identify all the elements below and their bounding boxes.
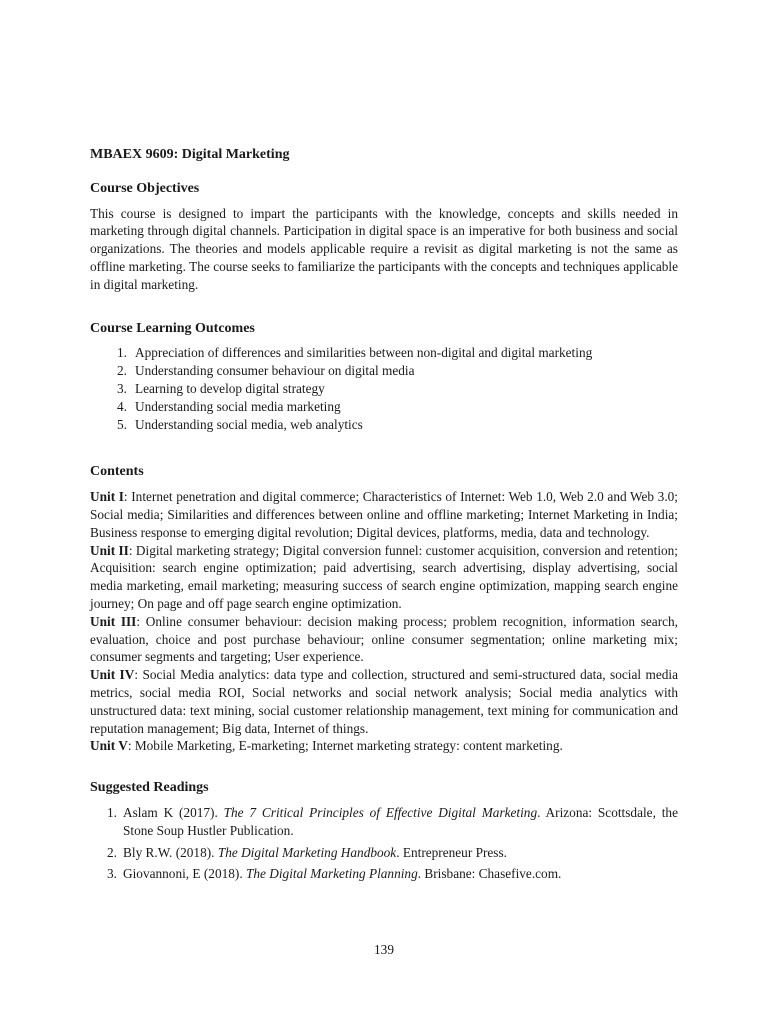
- unit-text: : Internet penetration and digital commerce; Characteristics of Internet: Web 1.0, Web 2.0 and Web 3.0; Social media; Similarities and differences between online and offline marketing; Internet Marketing in India; Business response to emerging digital revolution; Digital devices, platforms, media, data and technology.: [90, 489, 678, 540]
- outcome-text: Understanding consumer behaviour on digital media: [135, 363, 415, 379]
- contents-heading: Contents: [90, 464, 144, 480]
- outcome-number: 3.: [117, 380, 127, 396]
- objectives-heading: Course Objectives: [90, 180, 200, 196]
- outcome-item: [90, 380, 678, 398]
- unit-label: Unit V: [90, 738, 128, 754]
- reading-title: The Digital Marketing Planning: [245, 866, 418, 882]
- reading-item: [90, 865, 678, 883]
- outcome-number: 5.: [117, 416, 127, 432]
- unit-text: : Social Media analytics: data type and collection, structured and semi-structured data, social media metrics, social media ROI, Social networks and social network analysis; Social media analytics with unstructured data: text mining, social customer relationship management, text mining for communication and reputation management; Big data, Internet of things.: [90, 667, 678, 736]
- reading-publisher: . Arizona: Scottsdale, the Stone Soup Hustler Publication.: [123, 804, 678, 838]
- reading-author-year: Aslam K (2017).: [123, 804, 224, 820]
- reading-number: 3.: [107, 866, 117, 882]
- outcome-text: Learning to develop digital strategy: [135, 380, 325, 396]
- reading-number: 2.: [107, 844, 117, 860]
- reading-citation: [123, 844, 678, 862]
- unit-paragraph: [90, 542, 678, 613]
- reading-publisher: . Entrepreneur Press.: [396, 844, 507, 860]
- unit-paragraph: [90, 488, 678, 541]
- outcome-number: 4.: [117, 398, 127, 414]
- unit-text: : Online consumer behaviour: decision making process; problem recognition, information search, evaluation, choice and post purchase behaviour; online consumer segmentation; online marketing mix; consumer segments and targeting; User experience.: [90, 613, 679, 665]
- page-number: 139: [374, 942, 394, 957]
- objectives-paragraph: This course is designed to impart the participants with the knowledge, concepts and skills needed in marketing through digital channels. Participation in digital space is an imperative for both business and social organizations. The theories and models applicable require a revisit as digital marketing is not the same as offline marketing. The course seeks to familiarize the participants with the concepts and techniques applicable in digital marketing.: [90, 205, 678, 292]
- unit-label: Unit IV: [90, 667, 135, 683]
- outcomes-list: [90, 344, 678, 433]
- unit-paragraph: [90, 613, 678, 666]
- unit-paragraph: [90, 737, 678, 755]
- readings-heading: Suggested Readings: [90, 780, 209, 796]
- reading-citation: [123, 865, 678, 883]
- outcome-item: [90, 398, 678, 416]
- unit-text: : Digital marketing strategy; Digital conversion funnel: customer acquisition, conversion and retention; Acquisition: search engine optimization; paid advertising, search advertising, display advertising, social media marketing, email marketing; measuring success of search engine optimization, mapping search engine journey; On page and off page search engine optimization.: [90, 542, 679, 611]
- unit-label: Unit III: [90, 613, 137, 629]
- unit-paragraph: [90, 666, 678, 737]
- outcome-text: Appreciation of differences and similarities between non-digital and digital marketing: [135, 345, 593, 361]
- outcome-text: Understanding social media, web analytics: [135, 416, 363, 432]
- outcome-item: [90, 416, 678, 434]
- outcome-number: 2.: [117, 363, 127, 379]
- document-page: [90, 146, 678, 887]
- unit-label: Unit II: [90, 542, 129, 558]
- reading-publisher: . Brisbane: Chasefive.com.: [417, 866, 562, 882]
- outcome-item: [90, 362, 678, 380]
- readings-list: [90, 804, 678, 883]
- reading-item: [90, 804, 678, 840]
- contents-block: [90, 488, 678, 755]
- outcome-number: 1.: [117, 345, 127, 361]
- reading-item: [90, 844, 678, 862]
- unit-text: : Mobile Marketing, E-marketing; Internet marketing strategy: content marketing.: [127, 738, 563, 754]
- reading-author-year: Giovannoni, E (2018).: [123, 866, 246, 882]
- course-title: MBAEX 9609: Digital Marketing: [90, 147, 290, 162]
- reading-title: The Digital Marketing Handbook: [217, 844, 397, 860]
- outcome-item: [90, 344, 678, 362]
- reading-number: 1.: [107, 804, 117, 820]
- outcome-text: Understanding social media marketing: [135, 398, 341, 414]
- reading-title: The 7 Critical Principles of Effective Digital Marketing: [223, 804, 538, 820]
- reading-citation: [123, 804, 678, 840]
- outcomes-heading: Course Learning Outcomes: [90, 320, 255, 336]
- unit-label: Unit I: [90, 489, 124, 505]
- reading-author-year: Bly R.W. (2018).: [123, 844, 218, 860]
